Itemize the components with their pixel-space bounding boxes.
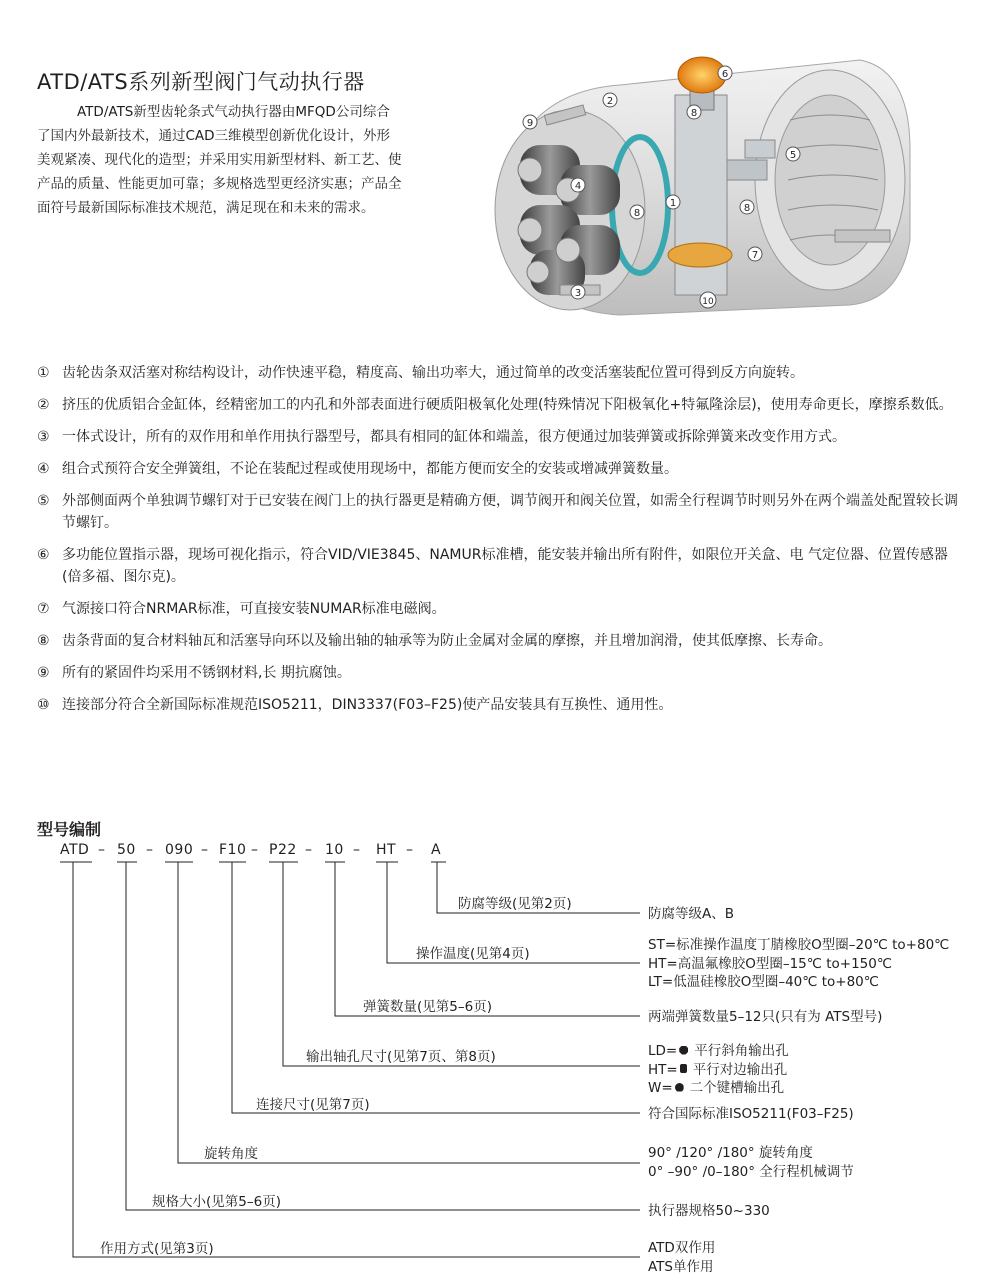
code-p22: P22 — [269, 842, 297, 858]
code-50: 50 — [117, 842, 136, 858]
result-line: 90° /120° /180° 旋转角度 — [648, 1145, 813, 1161]
bore-prefix: W= — [648, 1080, 673, 1096]
callout-10: 10 — [702, 297, 714, 307]
callout-8a: 8 — [633, 208, 641, 219]
feature-number: ⑩ — [37, 697, 50, 713]
callout-2: 2 — [606, 96, 614, 107]
feature-number: ⑦ — [37, 601, 50, 617]
result-corrosion-grade — [648, 905, 734, 924]
callout-1: 1 — [669, 198, 677, 209]
result-line — [648, 1042, 789, 1061]
code-dash: – — [305, 842, 313, 858]
result-line: 符合国际标准ISO5211(F03–F25) — [648, 1106, 854, 1122]
code-dash: – — [201, 842, 209, 858]
result-line: ATD双作用 — [648, 1240, 716, 1256]
result-line: 两端弹簧数量5–12只(只有为 ATS型号) — [648, 1009, 883, 1025]
bore-prefix: LD= — [648, 1043, 678, 1059]
result-line: 0° –90° /0–180° 全行程机械调节 — [648, 1163, 854, 1180]
feature-text: 组合式预符合安全弹簧组，不论在装配过程或使用现场中，都能方便而安全的安装或增减弹簧数量。 — [62, 461, 678, 477]
code-ht: HT — [376, 842, 397, 858]
feature-number: ① — [37, 365, 50, 381]
feature-number: ② — [37, 397, 50, 413]
model-code-title: 型号编制 — [37, 820, 102, 839]
callout-8b: 8 — [690, 108, 698, 119]
code-dash: – — [353, 842, 361, 858]
result-action-mode — [648, 1239, 715, 1276]
feature-number: ③ — [37, 429, 50, 445]
code-dash: – — [406, 842, 414, 858]
feature-number: ④ — [37, 461, 50, 477]
result-spring-quantity — [648, 1008, 882, 1027]
feature-text: 齿轮齿条双活塞对称结构设计，动作快速平稳，精度高、输出功率大，通过简单的改变活塞装配位置可得到反方向旋转。 — [62, 365, 804, 381]
result-rotation-angle — [648, 1144, 854, 1181]
result-line: HT=高温氟橡胶O型圈–15℃ to+150℃ — [648, 955, 893, 972]
label-corrosion-grade: 防腐等级(见第2页) — [458, 896, 572, 912]
result-line: ATS单作用 — [648, 1258, 714, 1275]
label-model-size: 规格大小(见第5–6页) — [152, 1194, 281, 1210]
code-090: 090 — [165, 842, 194, 858]
feature-number: ⑥ — [37, 547, 50, 563]
code-dash: – — [251, 842, 259, 858]
octagon-icon — [679, 1046, 688, 1055]
callout-4: 4 — [574, 181, 582, 192]
result-line: 防腐等级A、B — [648, 906, 734, 922]
feature-text: 齿条背面的复合材料轴瓦和活塞导向环以及输出轴的轴承等为防止金属对金属的摩擦，并且增加润滑，使其低摩擦、长寿命。 — [62, 633, 832, 649]
result-output-shaft-bore — [648, 1042, 789, 1098]
label-spring-quantity: 弹簧数量(见第5–6页) — [363, 999, 492, 1015]
label-operating-temperature: 操作温度(见第4页) — [416, 946, 530, 962]
feature-number: ⑨ — [37, 665, 50, 681]
label-output-shaft-bore: 输出轴孔尺寸(见第7页、第8页) — [306, 1049, 496, 1065]
code-f10: F10 — [219, 842, 247, 858]
callout-3: 3 — [574, 288, 582, 299]
feature-number: ⑧ — [37, 633, 50, 649]
result-operating-temperature — [648, 936, 949, 992]
feature-text: 所有的紧固件均采用不锈钢材料,长 期抗腐蚀。 — [62, 665, 351, 681]
result-connection-size — [648, 1105, 854, 1124]
feature-text: 挤压的优质铝合金缸体，经精密加工的内孔和外部表面进行硬质阳极氧化处理(特殊情况下阳极氧化+特氟隆涂层)，使用寿命更长，摩擦系数低。 — [62, 397, 953, 413]
feature-text: 气源接口符合NRMAR标准，可直接安装NUMAR标准电磁阀。 — [62, 601, 446, 617]
label-rotation-angle: 旋转角度 — [204, 1146, 258, 1162]
result-line: LT=低温硅橡胶O型圈–40℃ to+80℃ — [648, 974, 879, 990]
callout-6: 6 — [721, 69, 729, 80]
code-dash: – — [98, 842, 106, 858]
intro-paragraph: ATD/ATS新型齿轮条式气动执行器由MFQD公司综合了国内外最新技术，通过CAD三维模型创新优化设计，外形美观紧凑、现代化的造型；并采用实用新型材料、新工艺、使产品的质量、性能更加可靠；多规格选型更经济实惠；产品全面符号最新国际标准技术规范，满足现在和未来的需求。 — [37, 104, 402, 216]
code-a: A — [431, 842, 442, 858]
feature-number: ⑤ — [37, 493, 50, 509]
result-line: ST=标准操作温度丁腈橡胶O型圈–20℃ to+80℃ — [648, 937, 950, 953]
result-line — [648, 1061, 789, 1080]
code-dash: – — [146, 842, 154, 858]
bore-text: 平行对边输出孔 — [692, 1061, 788, 1078]
bore-text: 二个键槽输出孔 — [689, 1080, 785, 1096]
double-flat-icon — [680, 1064, 687, 1073]
feature-text: 一体式设计，所有的双作用和单作用执行器型号，都具有相同的缸体和端盖，很方便通过加装弹簧或拆除弹簧来改变作用方式。 — [62, 429, 846, 445]
callout-9: 9 — [526, 118, 534, 129]
page-title: ATD/ATS系列新型阀门气动执行器 — [37, 70, 365, 94]
result-model-size — [648, 1202, 770, 1221]
bore-text: 平行斜角输出孔 — [694, 1043, 789, 1059]
keyway-icon — [675, 1083, 684, 1092]
callout-7: 7 — [751, 250, 759, 261]
label-action-mode: 作用方式(见第3页) — [100, 1241, 214, 1257]
callout-8c: 8 — [743, 203, 751, 214]
result-line: 执行器规格50~330 — [648, 1203, 770, 1219]
feature-text: 外部侧面两个单独调节螺钉对于已安装在阀门上的执行器更是精确方便，调节阀开和阀关位置，如需全行程调节时则另外在两个端盖处配置较长调节螺钉。 — [62, 493, 958, 531]
callout-5: 5 — [789, 150, 797, 161]
bore-prefix: HT= — [648, 1061, 678, 1078]
label-connection-size: 连接尺寸(见第7页) — [256, 1097, 370, 1113]
feature-text: 多功能位置指示器，现场可视化指示，符合VID/VIE3845、NAMUR标准槽，能安装并输出所有附件，如限位开关盒、电 气定位器、位置传感器(倍多福、图尔克)。 — [62, 547, 948, 585]
code-atd: ATD — [60, 842, 90, 858]
result-line — [648, 1079, 789, 1098]
code-10: 10 — [325, 842, 344, 858]
feature-text: 连接部分符合全新国际标准规范ISO5211，DIN3337(F03–F25)使产品安装具有互换性、通用性。 — [62, 697, 673, 713]
